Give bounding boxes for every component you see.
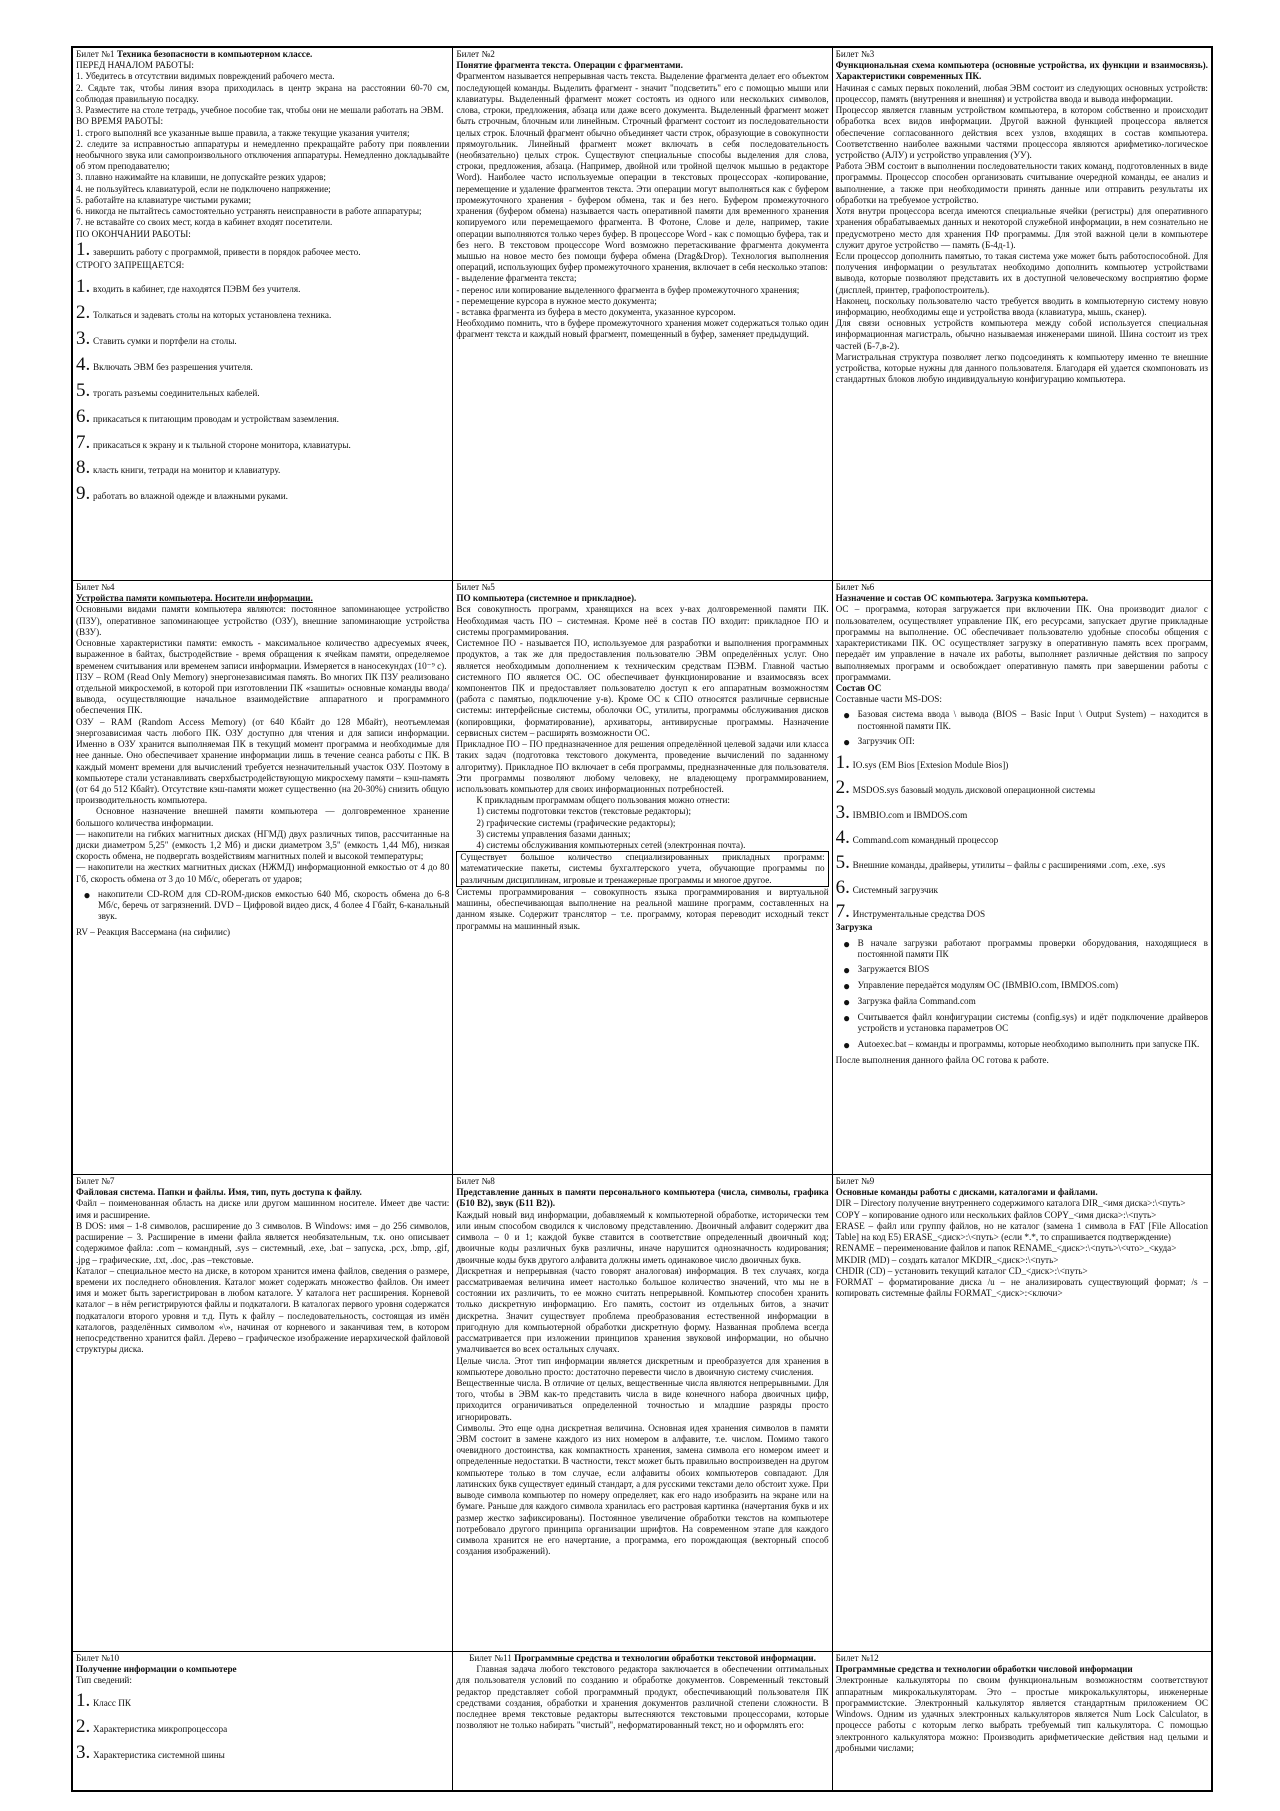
list-item: 1. завершить работу с программой, привести в порядок рабочее место. xyxy=(76,238,361,260)
ticket-label: Билет №6 xyxy=(835,582,875,592)
list-item: 3. Характеристика системной шины xyxy=(76,1741,225,1763)
bullet-icon: ● xyxy=(843,1037,851,1052)
ticket-12 xyxy=(832,1652,1211,1790)
list-item: 8. класть книги, тетради на монитор и клавиатуру. xyxy=(76,457,281,479)
bullet-icon: ● xyxy=(843,936,851,951)
ticket-label: Билет №2 xyxy=(456,49,495,59)
ticket-label: Билет №4 xyxy=(76,582,115,592)
paragraph: Системы программирования – совокупность языка программирования и виртуальной машины, обеспечивающая выполнение на реальной машине программ, составленных на данном языке. Содержит транслятор – т.е. программу, которая переводит исходный текст программы на машинный язык. xyxy=(456,886,829,931)
ticket-title: Файловая система. Папки и файлы. Имя, тип, путь доступа к файлу. xyxy=(76,1187,362,1198)
text-line: 2. следите за исправностью аппаратуры и немедленно прекращайте работу при появлении необычного звука или самопроизвольного отключения аппаратуры. Немедленно докладывайте об этом преподавателю; xyxy=(76,138,450,172)
list-item: 5. трогать разъемы соединительных кабелей. xyxy=(76,379,260,401)
paragraph: Если процессор дополнить памятью, то такая система уже может быть работоспособной. Для получения информации о результатах необходимо дополнить компьютер устройствами вывода, которые позволяют представить их в доступной человеческому восприятию форме (дисплей, принтер, графопостроитель). xyxy=(835,250,1208,295)
paragraph: Файл – поименованная область на диске или другом машинном носителе. Имеет две части: имя и расширение. xyxy=(76,1198,450,1220)
paragraph: Каталог – специальное место на диске, в котором хранится имена файлов, сведения о размере, времени их последнего обновления. Каталог может содержать множество файлов. Он имеет имя и может быть зарегистрирован в любом каталоге. У каталога нет расширения. Корневой каталог – в нём регистрируются файлы и подкаталоги. В каталогах первого уровня содержатся подкаталоги второго уровня и т.д. Путь к файлу – последовательность, состоящая из имён каталогов, разделённых символом «\», начиная от корневого и заканчивая тем, в котором непосредственно хранится файл. Дерево – графическое изображение иерархической файловой структуры диска. xyxy=(76,1265,450,1355)
paragraph: CHDIR (CD) – установить текущий каталог CD_<диск>:\<путь> xyxy=(835,1265,1088,1276)
paragraph: ERASE – файл или группу файлов, но не каталог (замена 1 символа в FAT [File Allocation Table] на код E5) ERASE_<диск>:\<путь> (если *.*, то спрашивается подтверждение) xyxy=(835,1220,1208,1243)
list-item: ● Базовая система ввода \ вывода (BIOS – Basic Input \ Output System) – находится в постоянной памяти ПК. xyxy=(836,709,1208,731)
ticket-title: Функциональная схема компьютера (основные устройства, их функции и взаимосвязь). Характеристики современных ПК. xyxy=(835,60,1208,82)
row-3 xyxy=(73,1174,1211,1651)
paragraph: Электронные калькуляторы по своим функциональным возможностям соответствуют аппаратным микрокалькуляторам. Это – простые микрокалькуляторы, инженерные программистские. Электронный калькулятор является стандартным приложением ОС Windows. Одним из удачных электронных калькуляторов является Num Lock Calculator, в процессе работы с которым легко выбрать требуемый тип калькулятора. С помощью электронного калькулятора можно: Производить арифметические действия над целыми и дробными числами; xyxy=(835,1675,1208,1753)
list-item: 4. Включать ЭВМ без разрешения учителя. xyxy=(76,353,253,375)
paragraph: Каждый новый вид информации, добавляемый к компьютерной обработке, исторически тем или иным способом сводился к числовому представлению. Двоичный алфавит содержит два символа – 0 и 1; каждой букве ставится в соответствие определенный двоичный код; двоичные коды различных букв различны, иначе нарушится однозначность кодирования; двоичные коды букв другого алфавита должны иметь одинаковое число двоичных букв. xyxy=(456,1209,829,1265)
list-item: 7. Инструментальные средства DOS xyxy=(835,901,986,923)
text-line: 2. Сядьте так, чтобы линия взора приходилась в центр экрана на расстоянии 60-70 см, соблюдая правильную посадку. xyxy=(76,82,450,104)
paragraph: - перемещение курсора в нужное место документа; xyxy=(456,295,657,306)
paragraph: В DOS: имя – 1-8 символов, расширение до 3 символов. В Windows: имя – до 256 символов, расширение – 3. Расширение в имени файла является необязательным, т.к. оно описывает содержимое файла: .com – командный, .sys – системный, .exe, .bat – запуска, .pcx, .bmp, .gif, .jpg – графические, .txt, .doc, .pas –текстовые. xyxy=(76,1220,450,1265)
text-line: 1. строго выполняй все указанные выше правила, а также текущие указания учителя; xyxy=(76,127,410,138)
text-line: СТРОГО ЗАПРЕЩАЕТСЯ: xyxy=(76,259,185,270)
paragraph: 1) системы подготовки текстов (текстовые редакторы); xyxy=(476,806,692,817)
text-line: 5. работайте на клавиатуре чистыми руками; xyxy=(76,194,252,205)
paragraph: Хотя внутри процессора всегда имеются специальные ячейки (регистры) для оперативного хранения обрабатываемых данных и некоторой служебной информации, в нем сознательно не предусмотрено место для хранения ПФ программы. Для этой важной цели в компьютере служит другое устройство — память (Б-4д-1). xyxy=(835,206,1208,250)
bullet-icon: ● xyxy=(843,995,851,1010)
paragraph: Прикладное ПО – ПО предназначенное для решения определённой целевой задачи или класса таких задач (подготовка текстового документа, проведение вычислений по заданному алгоритму). Прикладное ПО включает в себя программы, предназначенные для пользователя. Эти программы позволяют любому человеку, не владеющему программированием, использовать компьютер для своих информационных потребностей. xyxy=(456,739,829,794)
bullet-icon: ● xyxy=(843,979,851,994)
paragraph: Основное назначение внешней памяти компьютера — долговременное хранение большого количества информации. xyxy=(76,806,450,828)
list-item: 1. входить в кабинет, где находятся ПЭВМ без учителя. xyxy=(76,275,301,297)
paragraph: Для связи основных устройств компьютера между собой используется специальная информационная магистраль, обычно называемая инженерами шиной. Шина состоит из трех частей (Б-7,в-2). xyxy=(835,318,1208,351)
text-line: ВО ВРЕМЯ РАБОТЫ: xyxy=(76,116,164,127)
section-heading: Загрузка xyxy=(835,922,873,933)
list-item: 3. Ставить сумки и портфели на столы. xyxy=(76,327,237,349)
bullet-icon: ● xyxy=(843,963,851,978)
ticket-label: Билет №5 xyxy=(456,582,495,592)
paragraph: COPY – копирование одного или нескольких файлов COPY_<имя диска>:\<путь> xyxy=(835,1209,1157,1220)
section-heading: Состав ОС xyxy=(835,682,882,693)
list-item: 2. Толкаться и задевать столы на которых установлена техника. xyxy=(76,301,332,323)
text-line: ПО ОКОНЧАНИИ РАБОТЫ: xyxy=(76,228,191,239)
paragraph: RENAME – переименование файлов и папок RENAME_<диск>:\<путь>\<что>_<куда> xyxy=(835,1243,1177,1254)
ticket-title: Основные команды работы с дисками, каталогами и файлами. xyxy=(835,1187,1098,1198)
paragraph: Необходимо помнить, что в буфере промежуточного хранения может содержаться только один фрагмент текста и каждый новый фрагмент, помещенный в буфер, заменяет предыдущий. xyxy=(456,318,829,340)
paragraph: ОЗУ – RAM (Random Access Memory) (от 640 Кбайт до 128 Мбайт), неотъемлемая энергозависимая часть любого ПК. ОЗУ доступно для чтения и для записи информации. Именно в ОЗУ хранится выполняемая ПК в текущий момент программа и необходимые для нее данные. Оно обеспечивает хранение информации лишь в течение сеанса работы с ПК. В каждый момент времени для вычислений требуется незначительный участок ОЗУ. Поэтому в компьютере стали устанавливать сверхбыстродействующую микросхему памяти – кэш-память (от 64 до 512 Кбайт). Отсутствие кэш-памяти может существенно (на 20-30%) снизить общую производительность компьютера. xyxy=(76,716,450,806)
ticket-title: Понятие фрагмента текста. Операции с фрагментами. xyxy=(456,60,683,71)
paragraph: К прикладным программам общего пользования можно отнести: xyxy=(476,795,730,806)
list-item: 1. IO.sys (EM Bios [Extesion Module Bios]) xyxy=(835,751,1009,773)
text-line: 6. никогда не пытайтесь самостоятельно устранять неисправности в работе аппаратуры; xyxy=(76,206,422,217)
list-item: ● Загрузка файла Command.com xyxy=(836,996,1208,1008)
bullet-icon: ● xyxy=(843,1011,851,1026)
paragraph: Магистральная структура позволяет легко подсоединять к компьютеру именно те внешние устройства, которые нужны для данного пользователя. Благодаря ей удается скомпоновать из стандартных блоков любую индивидуальную конфигурацию компьютера. xyxy=(835,351,1208,385)
row-4 xyxy=(73,1651,1211,1790)
paragraph-boxed: Существует большое количество специализированных прикладных программ: математические пакеты, системы бухгалтерского учета, обучающие программы по различным дисциплинам, игровые и тренажерные программы и многое другое. xyxy=(456,851,828,887)
paragraph: Основные характеристики памяти: емкость - максимальное количество адресуемых ячеек, выраженное в байтах, быстродействие - время обращения к ячейкам памяти, определяемое временем считывания или временем записи информации. Измеряется в наносекундах (10⁻⁹ с). xyxy=(76,638,450,671)
ticket-9 xyxy=(832,1175,1211,1651)
paragraph: 4) системы обслуживания компьютерных сетей (электронная почта). xyxy=(476,840,746,851)
list-item: ● Управление передаётся модулям ОС (IBMBIO.com, IBMDOS.com) xyxy=(836,980,1208,992)
row-2 xyxy=(73,580,1211,1174)
paragraph: ОС – программа, которая загружается при включении ПК. Она производит диалог с пользователем, осуществляет управление ПК, его ресурсами, запускает другие прикладные программы на выполнение. ОС обеспечивает пользователю удобные способы общения с характеристиками ПК. ОС осуществляет загрузку в оперативную память всех программ, передаёт им управление в начале их работы, выполняет различные действия по запросу выполняемых программ и освобождает оперативную память при завершении работы с программами. xyxy=(835,604,1208,682)
ticket-1 xyxy=(73,48,452,580)
ticket-title: Назначение и состав ОС компьютера. Загрузка компьютера. xyxy=(835,593,1089,604)
list-item: ● накопители CD-ROM для CD-ROM-дисков емкостью 640 Мб, скорость обмена до 6-8 Мб/с, беречь от загрязнений. DVD – Цифровой видео диск, 4 более 4 Гбайт, 6-канальный звук. xyxy=(76,889,449,923)
ticket-label: Билет №10 xyxy=(76,1653,120,1663)
ticket-sheet xyxy=(71,46,1213,1792)
ticket-5 xyxy=(452,581,831,1174)
list-item: ● Считывается файл конфигурации системы (config.sys) и идёт подключение драйверов устройств и установка параметров ОС xyxy=(836,1012,1208,1034)
list-item: ● В начале загрузки работают программы проверки оборудования, находящиеся в постоянной памяти ПК xyxy=(836,938,1208,960)
text-line: 3. Разместите на столе тетрадь, учебное пособие так, чтобы они не мешали работать на ЭВМ. xyxy=(76,105,444,116)
paragraph: Фрагментом называется непрерывная часть текста. Выделение фрагмента делает его объектом последующей команды. Выделить фрагмент - значит "подсветить" его с помощью мыши или клавиатуры. Выделенный фрагмент может состоять из одного или нескольких символов, слова, строки, предложения, абзаца или даже всего документа. Выделенный фрагмент может быть строчным, блочным или линейным. Строчный фрагмент состоит из последовательности целых строк. Блочный фрагмент обычно объединяет части строк, образующие в совокупности прямоугольник. Линейный фрагмент может включать в себя последовательность (необязательно) целых строк. Существуют специальные способы выделения для слова, строки, предложения, абзаца. (Например, двойной или тройной щелчок мышью в редакторе Word). Наиболее часто используемые операции в текстовых процессорах -копирование, перемещение и удаление фрагментов текста. Эти операции могут выполняться как с буфером промежуточного хранения - буфером обмена, так и без него. Буфером промежуточного хранения (буфером обмена) называется часть оперативной памяти для временного хранения копируемого или перемещаемого фрагмента. В Фотоне, Слове и деле, например, такие операции выполняются только через буфер. В процессоре Word - как с помощью буфера, так и без него. В текстовом процессоре Word возможно перетаскивание фрагмента документа мышью на новое место без помощи буфера обмена (Drag&Drop). Технология выполнения операций, использующих буфер промежуточного хранения, включает в себя несколько этапов: xyxy=(456,71,829,273)
list-item: 3. IBMBIO.com и IBMDOS.com xyxy=(835,801,968,823)
paragraph: MKDIR (MD) – создать каталог MKDIR_<диск>:\<путь> xyxy=(835,1254,1059,1265)
paragraph: RV – Реакция Вассермана (на сифилис) xyxy=(76,926,231,937)
text-line: ПЕРЕД НАЧАЛОМ РАБОТЫ: xyxy=(76,60,194,71)
paragraph: Вещественные числа. В отличие от целых, вещественные числа являются непрерывными. Для того, чтобы в ЭВМ как-то представить числа в виде конечного набора двоичных цифр, приходится ограничиваться определенной точностью и младшие разряды просто игнорировать. xyxy=(456,1377,829,1422)
paragraph: 3) системы управления базами данных; xyxy=(476,828,631,839)
paragraph: Наконец, поскольку пользователю часто требуется вводить в компьютерную систему новую информацию, необходимы еще и устройства ввода (клавиатура, мышь, сканер). xyxy=(835,295,1208,318)
paragraph: ПЗУ – ROM (Read Only Memory) энергонезависимая память. Во многих ПК ПЗУ реализовано отдельной микросхемой, в которой при изготовлении ПК «зашиты» основные команды ввода/вывода, осуществляющие начальное взаимодействие аппаратного и программного обеспечения ПК. xyxy=(76,671,450,716)
ticket-title: Программные средства и технологии обработки числовой информации xyxy=(835,1664,1133,1675)
paragraph: Работа ЭВМ состоит в выполнении последовательности таких команд, подготовленных в виде программы. Процессор способен организовать считывание очередной команды, ее анализ и выполнение, а также при необходимости принять данные или отправить результаты их обработки на требуемое устройство. xyxy=(835,161,1208,205)
paragraph: — накопители на жестких магнитных дисках (НЖМД) информационной емкостью от 4 до 80 Гб, скорость обмена от 3 до 10 Мб/с, оберегать от ударов; xyxy=(76,862,450,884)
paragraph: Целые числа. Этот тип информации является дискретным и преобразуется для хранения в компьютере довольно просто: достаточно перевести число в двоичную систему счисления. xyxy=(456,1355,829,1377)
ticket-4 xyxy=(73,581,452,1174)
ticket-8 xyxy=(452,1175,831,1651)
text-line: 7. не вставайте со своих мест, когда в кабинет входят посетители. xyxy=(76,217,333,228)
paragraph: Системное ПО - называется ПО, используемое для разработки и выполнения программных продуктов, а так же для предоставления пользователю ЭВМ определённых услуг. Оно является необходимым дополнением к техническим средствам ПЭВМ. Главной частью системного ПО является ОС. ОС обеспечивает функционирование и взаимосвязь всех компонентов ПК и предоставляет пользователю доступ к его аппаратным возможностям (работа с памятью, подключение у-в). Кроме ОС к СПО относятся различные сервисные системы: интерфейсные системы, оболочки ОС, утилиты, программы обслуживания дисков (копировщики, форматирование), архиваторы, антивирусные программы. Назначение сервисных систем – расширять возможности ОС. xyxy=(456,638,829,738)
bullet-icon: ● xyxy=(843,708,851,723)
list-item: 4. Command.com командный процессор xyxy=(835,826,999,848)
bullet-icon: ● xyxy=(83,887,91,902)
paragraph: Основными видами памяти компьютера являются: постоянное запоминающее устройство (ПЗУ), оперативное запоминающее устройство (ОЗУ), внешние запоминающие устройства (ВЗУ). xyxy=(76,604,450,637)
ticket-label: Билет №9 xyxy=(835,1176,875,1186)
list-item: 2. Характеристика микропроцессора xyxy=(76,1715,228,1737)
list-item: 6. Системный загрузчик xyxy=(835,876,938,898)
list-item: 1. Класс ПК xyxy=(76,1689,132,1711)
paragraph: Вся совокупность программ, хранящихся на всех у-вах долговременной памяти ПК. Необходимая часть ПО – системная. Кроме неё в состав ПО входит: прикладное ПО и системы программирования. xyxy=(456,604,829,637)
ticket-label: Билет №1 Техника безопасности в компьютерном классе. xyxy=(76,49,313,59)
text-line: 1. Убедитесь в отсутствии видимых повреждений рабочего места. xyxy=(76,71,335,82)
list-item: ● Загрузчик ОП: xyxy=(836,736,1208,748)
paragraph: Начиная с самых первых поколений, любая ЭВМ состоит из следующих основных устройств: процессор, память (внутренняя и внешняя) и устройства ввода и вывода информации. xyxy=(835,82,1208,104)
ticket-label: Билет №7 xyxy=(76,1176,115,1186)
paragraph: FORMAT – форматирование диска /u – не анализировать существующий формат; /s – копировать системные файлы FORMAT_<диск>:<ключи> xyxy=(835,1276,1208,1299)
paragraph: Тип сведений: xyxy=(76,1675,132,1686)
bullet-icon: ● xyxy=(843,734,851,749)
list-item: 2. MSDOS.sys базовый модуль дисковой операционной системы xyxy=(835,776,1096,798)
paragraph: - выделение фрагмента текста; xyxy=(456,273,577,284)
list-item: 7. прикасаться к экрану и к тыльной стороне монитора, клавиатуры. xyxy=(76,431,351,453)
paragraph: Составные части MS-DOS: xyxy=(835,694,942,705)
list-item: ● Autoexec.bat – команды и программы, которые необходимо выполнить при запуске ПК. xyxy=(836,1039,1208,1051)
paragraph: Процессор является главным устройством компьютера, в котором собственно и происходит обработка всех видов информации. Другой важной функцией процессора является обеспечение согласованного действия всех узлов, входящих в состав компьютера. Соответственно наиболее важными частями процессора являются арифметико-логическое устройство (АЛУ) и устройство управления (УУ). xyxy=(835,105,1208,160)
ticket-label: Билет №11 Программные средства и технологии обработки текстовой информации. xyxy=(469,1653,816,1663)
ticket-label: Билет №3 xyxy=(835,49,875,59)
paragraph: - перенос или копирование выделенного фрагмента в буфер промежуточного хранения; xyxy=(456,284,800,295)
paragraph: Символы. Это еще одна дискретная величина. Основная идея хранения символов в памяти ЭВМ состоит в замене каждого из них номером в алфавите, т.е. числом. Помимо такого очевидного достоинства, как компактность хранения, замена символа его номером имеет и определенные недостатки. В частности, текст может быть правильно воспроизведен на другом компьютере только в том случае, если алфавиты обоих компьютеров совпадают. Для латинских букв существует единый стандарт, а для русскими текстами дело обстоит хуже. При выводе символа компьютер по номеру определяет, как его надо изобразить на экране или на бумаге. Раньше для каждого символа хранилась его растровая картинка (начертания букв и их размер жестко зафиксированы). Постоянное увеличение обработки текстов на компьютере потребовало другого принципа организации шрифтов. На современном этапе для каждого символа хранится не его начертание, а программа, его порождающая (векторный способ создания изображений). xyxy=(456,1422,829,1557)
ticket-title: ПО компьютера (системное и прикладное). xyxy=(456,593,637,604)
ticket-title: Представление данных в памяти персонального компьютера (числа, символы, графика (Б10 В2), звук (Б11 В2)). xyxy=(456,1187,829,1209)
ticket-title: Устройства памяти компьютера. Носители информации. xyxy=(76,593,313,604)
ticket-7 xyxy=(73,1175,452,1651)
text-line: 4. не пользуйтесь клавиатурой, если не подключено напряжение; xyxy=(76,183,331,194)
list-item: 6. прикасаться к питающим проводам и устройствам заземления. xyxy=(76,405,339,427)
ticket-3 xyxy=(832,48,1211,580)
ticket-title: Получение информации о компьютере xyxy=(76,1664,237,1675)
paragraph: - вставка фрагмента из буфера в место документа, указанное курсором. xyxy=(456,307,736,318)
ticket-label: Билет №12 xyxy=(835,1653,879,1663)
paragraph: 2) графические системы (графические редакторы); xyxy=(476,817,676,828)
ticket-label: Билет №8 xyxy=(456,1176,495,1186)
paragraph: После выполнения данного файла ОС готова к работе. xyxy=(835,1054,1049,1065)
ticket-10 xyxy=(73,1652,452,1790)
paragraph: Дискретная и непрерывная (часто говорят аналоговая) информация. В тех случаях, когда рассматриваемая величина имеет настолько большое количество значений, что мы не в состоянии их различить, то ее можно считать непрерывной. Компьютер способен хранить только дискретную информацию. Его память, состоит из отдельных битов, а значит дискретна. Значит существует проблема преобразования естественной информации в пригодную для компьютерной обработки дискретную форму. Названная проблема всегда рассматривается при изложении принципов хранения звуковой информации, но обычно умалчивается во всех остальных случаях. xyxy=(456,1265,829,1355)
list-item: ● Загружается BIOS xyxy=(836,964,1208,976)
paragraph: — накопители на гибких магнитных дисках (НГМД) двух различных типов, рассчитанные на диски диаметром 5,25" (емкость 1,2 Мб) и диски диаметром 3,5" (емкость 1,44 Мб), низкая скорость обмена, не подвергать воздействиям магнитных полей и высокой температуры; xyxy=(76,828,450,862)
ticket-11 xyxy=(452,1652,831,1790)
paragraph: Главная задача любого текстового редактора заключается в обеспечении оптимальных для пользователя условий по созданию и обработке документов. Современный текстовый редактор представляет собой программный продукт, обеспечивающий пользователя ПК средствами создания, обработки и хранения документов различной степени сложности. В последнее время текстовые редакторы вытесняются текстовыми процессорами, которые позволяют не только набирать "чистый", неформатированный текст, но и оформлять его: xyxy=(456,1664,829,1731)
text-line: 3. плавно нажимайте на клавиши, не допускайте резких ударов; xyxy=(76,172,326,183)
list-item: 9. работать во влажной одежде и влажными руками. xyxy=(76,483,288,505)
ticket-2 xyxy=(452,48,831,580)
list-item: 5. Внешние команды, драйверы, утилиты – файлы с расширениями .com, .exe, .sys xyxy=(835,851,1166,873)
ticket-6 xyxy=(832,581,1211,1174)
row-1 xyxy=(73,48,1211,580)
paragraph: DIR – Directory получение внутреннего содержимого каталога DIR_<имя диска>:\<путь> xyxy=(835,1198,1186,1209)
